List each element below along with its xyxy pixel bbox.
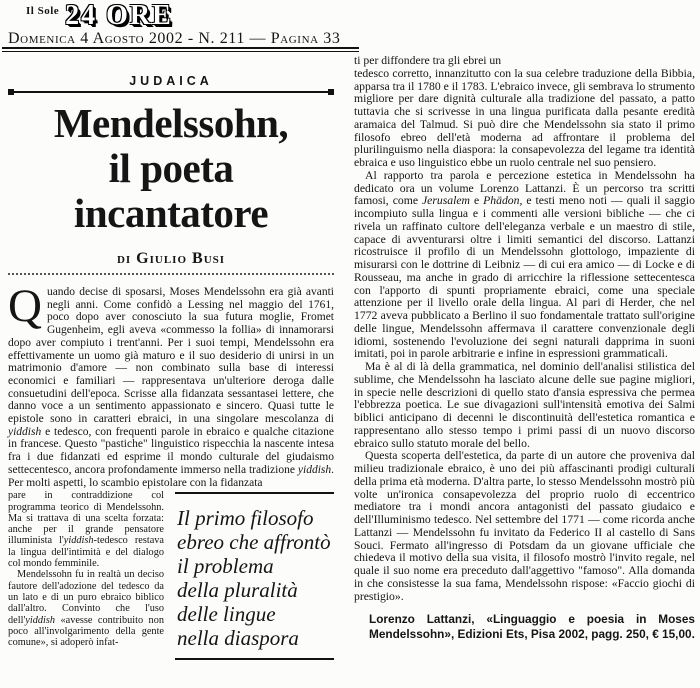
section-kicker: JUDAICA [129,74,213,88]
pull-quote-line: Il primo filosofo [177,506,314,531]
byline: di Giulio Busi [116,250,226,267]
split-row [8,490,334,660]
headline-line: Mendelssohn, [53,100,289,146]
pull-quote-line: ebreo che affrontò [177,530,331,555]
headline-line: il poeta [108,145,234,191]
body-lead-line: ti per diffondere tra gli ebrei un [354,54,502,67]
article-body-right [354,55,695,641]
masthead-rule [2,47,359,52]
kicker-rule [8,91,334,93]
pull-quote [175,492,334,660]
article-headline [8,101,334,236]
body-paragraph: pare in contraddizione col programma teorico di Mendelssohn. Ma si trattava di una scelta forzata: anche per il grande pensatore illuminista l'yiddish-tedesco restava la lingua dell'intimità e del dialogo col mondo femminile. [8,490,164,570]
book-reference: Lorenzo Lattanzi, «Linguaggio e poesia in Moses Mendelssohn», Edizioni Ets, Pisa 2002, pagg. 250, € 15,00. [369,612,695,641]
body-paragraph: uando decise di sposarsi, Moses Mendelssohn era già avanti negli anni. Come confidò a Lessing nel maggio del 1761, poco dopo aver conosciuto la sua futura moglie, Fromet Gugenheim, egli aveva «commesso la follia» di innamorarsi dopo aver compiuto i trent'anni. Per i suoi tempi, Mendelssohn era effettivamente un uomo già maturo e il suo desiderio di unirsi in un matrimonio d'amore — non combinato sulla base di interessi economici e familiari — rappresentava un'ulteriore deroga dalle consuetudini dell'epoca. Scrisse alla fidanzata sessantasei lettere, che danno voce a un sentimento appassionato e sincero. Quasi tutte le epistole sono in caratteri ebraici, in una singolare mescolanza di yiddish e tedesco, con frequenti parole in ebraico e qualche citazione in francese. Questo "pastiche" linguistico rispecchia la nascente intesa fra i due fidanzati ed esprime il mondo culturale del giudaismo settecentesco, ancora profondamente immerso nella tradizione yiddish. Per molti aspetti, lo scambio epistolare con la fidanzata [8,286,334,489]
masthead-pretitle: Il Sole [26,5,60,17]
pull-quote-line: nella diaspora [177,626,299,651]
dateline: Domenica 4 Agosto 2002 - N. 211 — Pagina 33 [8,30,341,47]
body-paragraph: Mendelssohn fu in realtà un deciso fautore dell'adozione del tedesco da un lato e di un puro ebraico biblico dall'altro. Convinto che l'uso dell'yiddish «avesse contribuito non poco all'involgarimento della gente comune», si adoperò infat- [8,569,164,649]
article-left-block [8,74,334,660]
byline-rule [8,273,334,275]
pull-quote-line: della pluralità [177,578,298,603]
headline-line: incantatore [73,190,269,236]
drop-cap: Q [8,280,42,332]
masthead [26,2,173,30]
body-paragraph: Questa scoperta dell'estetica, da parte di un autore che proveniva dal milieu tradizionale ebraico, è uno dei più affascinanti prodigi culturali della prima età moderna. D'altra parte, lo stesso Mendelssohn mostrò più volte un'ironica consapevolezza del proprio ruolo di eccentrico mediatore tra i mondi ancora antagonisti del passato giudaico e dell'Illuminismo tedesco. Nel settembre del 1771 — come ricorda anche Lattanzi — Mendelssohn fu invitato da Federico II al castello di Sans Souci. Fermato all'ingresso di Potsdam da un giovane ufficiale che chiedeva il motivo della sua visita, il filosofo mostrò l'invito regale, nel quale il suo nome era preceduto dall'aggettivo "famoso". Alla domanda in che consistesse la sua fama, Mendelssohn rispose: «Faccio giochi di prestigio». [354,449,695,603]
pull-quote-line: delle lingue [177,602,276,627]
article-body-left [8,280,334,489]
pull-quote-line: il problema [177,554,274,579]
newspaper-logo: 24 ORE [65,0,173,31]
body-paragraph: tedesco corretto, innanzitutto con la sua celebre traduzione della Bibbia, apparsa tra il 1780 e il 1783. L'ebraico invece, gli sembrava lo strumento migliore per dare dignità culturale alla tradizione del passato, a patto tuttavia che si scrivesse in una lingua purificata dalla pesante eredità aramaica del Talmud. Si può dire che Mendelssohn sia stato il primo filosofo ebreo dell'età moderna ad affrontare il problema del plurilinguismo nella diaspora: la consapevolezza del legame tra identità ebraica e uso linguistico ebbe un ruolo centrale nel suo pensiero. [354,66,695,169]
narrow-column [8,490,164,660]
body-paragraph: Al rapporto tra parola e percezione estetica in Mendelssohn ha dedicato ora un volume Lorenzo Lattanzi. È un percorso tra scritti famosi, come Jerusalem e Phädon, e testi meno noti — quali il saggio incompiuto sulla lingua e i commenti alle versioni bibliche — che ci rivela un raffinato cultore dell'eleganza verbale e un maestro di stile, capace di avventurarsi oltre i limiti semantici del discorso. Lattanzi ricostruisce il profilo di un Mendelssohn glottologo, impaziente di misurarsi con le dottrine di Leibniz — di cui era amico — di Locke e di Rousseau, ma anche in grado di arricchire la riflessione settecentesca con l'apporto di spunti propriamente ebraici, come una speciale attenzione per il livello orale della lingua. Al pari di Herder, che nel 1772 aveva pubblicato a Berlino il suo fondamentale trattato sull'origine delle lingue, Mendelssohn affermava il carattere convenzionale degli idiomi, sostenendo l'evoluzione dei segni naturali dapprima in suoni imitati, poi in parole arbitrarie e infine in espressioni grammaticali. [354,168,695,361]
body-paragraph: Ma è al di là della grammatica, nel dominio dell'analisi stilistica del sublime, che Mendelssohn ha lasciato alcune delle sue pagine migliori, in specie nelle descrizioni di quello stato d'ansia espressiva che permea l'ebbrezza poetica. Le sue divagazioni sull'intensità emotiva dei Salmi biblici anticipano di decenni le discontinuità dell'estetica romantica e rappresentano allo stesso tempo i primi passi di un nuovo discorso ebraico sullo statuto morale del bello. [354,360,695,450]
